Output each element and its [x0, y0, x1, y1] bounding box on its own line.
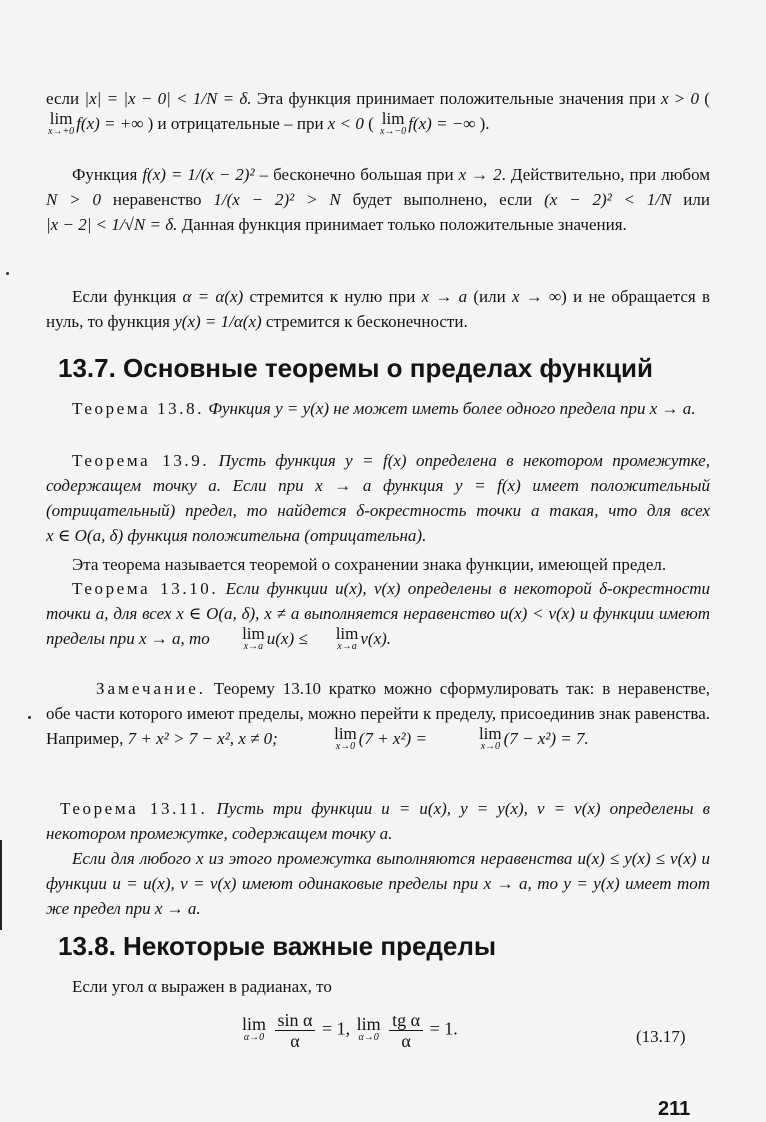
text: имеет тот же предел при [46, 874, 711, 918]
math-inline: N > 0 [46, 190, 102, 209]
text: Данная функция принимает только положительные значения. [177, 215, 627, 234]
math-inline: y = f(x) [345, 451, 407, 470]
math-inline: v(x). [360, 629, 392, 648]
math-inline: x → a [315, 476, 372, 495]
math-inline: x ∈ O(a, δ), x ≠ a [176, 604, 300, 623]
math-inline: |x| = |x − 0| < 1/N = δ. [84, 89, 252, 108]
text: определены в некоторой δ-окрестности точки [46, 579, 711, 623]
section-heading-13-7: 13.7. Основные теоремы о пределах функций [58, 353, 653, 383]
math-inline: u = u(x), y = y(x), v = v(x) [381, 799, 601, 818]
theorem-label: Теорема 13.11. [60, 799, 208, 818]
text: функция положительна (отрицательна). [123, 526, 427, 545]
limit-operator: lim x→a [335, 624, 359, 653]
math-inline: u(x) ≤ y(x) ≤ v(x) [577, 849, 697, 868]
text: стремится к нулю при [243, 287, 422, 306]
theorem-13-10 [46, 576, 710, 653]
math-inline: y = y(x) [275, 399, 330, 418]
math-inline: x [196, 849, 204, 868]
paragraph-sign-of-function [46, 86, 710, 138]
math-inline: (7 + x²) = [358, 729, 427, 748]
math-inline: x → a. [154, 899, 201, 918]
text: определена в некотором промежутке, содержащем точку [46, 451, 710, 495]
paragraph-sign-preservation: Эта теорема называется теоремой о сохранении знака функции, имеющей предел. [72, 555, 667, 574]
math-inline: u(x), v(x) [335, 579, 401, 598]
theorem-13-11 [46, 796, 710, 921]
math-inline: x < 0 [327, 114, 364, 133]
math-inline: f(x) = −∞ [408, 114, 476, 133]
text: , то [527, 874, 564, 893]
paragraph-radians: Если угол α выражен в радианах, то [72, 977, 332, 996]
math-inline: y = y(x) [563, 874, 620, 893]
math-inline: y = f(x) [454, 476, 521, 495]
text: определены в некотором промежутке, содержащем точку [46, 799, 711, 843]
equation-number: (13.17) [636, 1027, 686, 1046]
limit-operator: lim x→a [242, 624, 265, 653]
text: такая, что для всех [539, 501, 710, 520]
text: Теорему 13.10 кратко можно сформулировать так: в неравенстве, обе части которого имеют пределы, можно перейти к пределу, присоединив знак равенства. Например, [46, 679, 710, 748]
remark-label: Замечание. [96, 679, 207, 698]
text: – бесконечно большая при [254, 165, 459, 184]
text: или [671, 190, 710, 209]
scan-speck [6, 272, 9, 275]
text: имеет положительный (отрицательный) предел, то найдется δ-окрестность точки [46, 476, 711, 520]
text: , для всех [104, 604, 177, 623]
math-inline: a [95, 604, 105, 623]
theorem-label: Теорема 13.8. [72, 399, 205, 418]
text: ( [363, 114, 378, 133]
text: , то [180, 629, 215, 648]
math-inline: x → a. [649, 399, 696, 418]
formula-13-17 [240, 1010, 458, 1051]
fraction-tg: $\frac{\text{tg α}}{\alpha}$ [389, 1010, 423, 1051]
theorem-13-9 [46, 448, 710, 548]
math-inline: f(x) = 1/(x − 2)² [142, 165, 255, 184]
text: Функция [72, 165, 143, 184]
math-inline: a [208, 476, 217, 495]
limit-operator: lim α→0 [356, 1013, 381, 1043]
limit-operator: lim x→0 [478, 724, 502, 753]
text: из этого промежутка выполняются неравенства [203, 849, 578, 868]
math-inline: α = α(x) [182, 287, 244, 306]
scan-speck [28, 716, 31, 719]
math-inline: x → a [421, 287, 468, 306]
remark [46, 676, 710, 753]
math-inline: u(x) < v(x) [499, 604, 575, 623]
limit-operator: lim x→+0 [48, 109, 75, 138]
theorem-label: Теорема 13.9. [72, 451, 210, 470]
math-inline: |x − 2| < 1/√N = δ. [46, 215, 178, 234]
text: не может иметь более одного предела при [329, 399, 650, 418]
theorem-13-8 [46, 396, 710, 421]
math-inline: (x − 2)² < 1/N [544, 190, 672, 209]
text: Эта функция принимает положительные значения при [251, 89, 661, 108]
text: будет выполнено, если [340, 190, 545, 209]
math-inline: x > 0 [660, 89, 700, 108]
text: Функция [204, 399, 276, 418]
text: (или [467, 287, 512, 306]
math-inline: y(x) = 1/α(x) [174, 312, 262, 331]
text: выполняется неравенство [299, 604, 500, 623]
math-inline: u(x) ≤ [266, 629, 308, 648]
text: неравенство [101, 190, 214, 209]
text: стремится к бесконечности. [261, 312, 468, 331]
math-inline: x → 2 [458, 165, 502, 184]
paragraph-infinite-function [46, 162, 710, 237]
limit-operator: lim x→−0 [380, 109, 407, 138]
page-number: 211 [658, 1098, 691, 1120]
text: и функции имеют пределы при [46, 604, 710, 648]
text: и функции [46, 849, 711, 893]
limit-operator: lim α→0 [242, 1013, 267, 1043]
text: . [388, 824, 393, 843]
math-inline: x → ∞ [511, 287, 562, 306]
text: . Действительно, при любом [501, 165, 711, 184]
paragraph-reciprocal [46, 284, 710, 334]
math-inline: x ∈ O(a, δ) [46, 526, 124, 545]
math-inline: a [530, 501, 540, 520]
text: Пусть три функции [207, 799, 382, 818]
text: Если для любого [72, 849, 197, 868]
math-inline: u = u(x), v = v(x) [112, 874, 237, 893]
text: ) и отрицательные – при [143, 114, 328, 133]
text: ). [475, 114, 490, 133]
text: Пусть функция [209, 451, 346, 470]
math-inline: (7 − x²) = 7. [503, 729, 589, 748]
text: Если функция [72, 287, 183, 306]
text: если [46, 89, 85, 108]
text: функция [371, 476, 455, 495]
math-inline: x → a [483, 874, 528, 893]
text: ) и не обращается в нуль, то функция [46, 287, 711, 331]
theorem-label: Теорема 13.10. [72, 579, 219, 598]
math-inline: f(x) = +∞ [76, 114, 144, 133]
scan-edge-mark [0, 840, 2, 930]
fraction-sin: $\frac{\text{sin α}}{\alpha}$ [275, 1010, 316, 1051]
text: ( [699, 89, 710, 108]
math-inline: 7 + x² > 7 − x², x ≠ 0; [127, 729, 278, 748]
text: имеют одинаковые пределы при [236, 874, 484, 893]
text: = 1. [429, 1018, 458, 1039]
math-inline: 1/(x − 2)² > N [213, 190, 341, 209]
text: = 1, [321, 1018, 351, 1039]
text: . Если при [216, 476, 316, 495]
math-inline: x → a [138, 629, 181, 648]
limit-operator: lim x→0 [334, 724, 357, 753]
section-heading-13-8: 13.8. Некоторые важные пределы [58, 931, 497, 961]
math-inline: a [379, 824, 389, 843]
text: Если функции [218, 579, 336, 598]
